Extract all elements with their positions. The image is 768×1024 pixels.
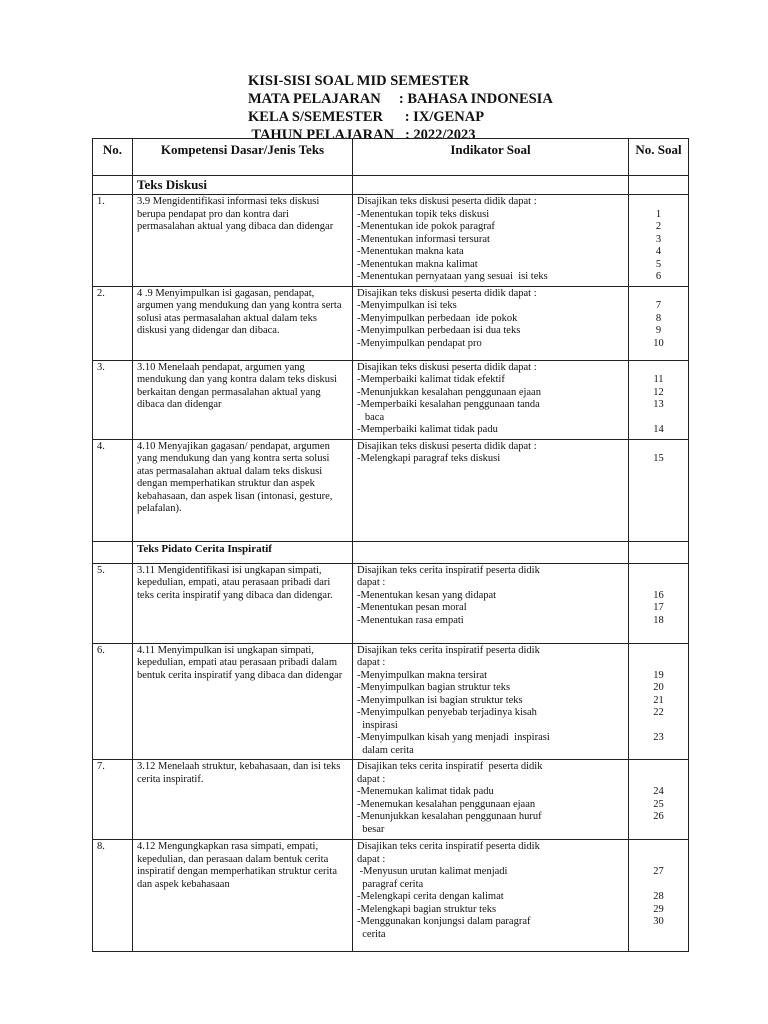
soal-number: [633, 879, 684, 892]
soal-number: [633, 441, 684, 454]
indikator-line: dapat :: [357, 577, 386, 588]
header-title: KISI-SISI SOAL MID SEMESTER: [248, 73, 470, 89]
soal-number: 15: [653, 453, 664, 464]
soal-number: 25: [653, 798, 664, 810]
row-kompetensi-dasar: 3.12 Menelaah struktur, kebahasaan, dan isi teks cerita inspiratif.: [133, 760, 353, 840]
soal-number: 8: [655, 312, 662, 324]
table-row: [93, 760, 689, 840]
indikator-line: dalam cerita: [357, 744, 414, 756]
row-no-soal: [629, 643, 689, 760]
indikator-line: Disajikan teks cerita inspiratif peserta didik: [357, 841, 540, 852]
soal-number: 28: [653, 891, 664, 902]
kisi-kisi-table: [92, 138, 689, 952]
soal-number: 3: [655, 233, 662, 245]
row-no-soal: [629, 360, 689, 439]
table-row: [93, 439, 689, 541]
soal-number: 13: [653, 399, 664, 410]
header-class-semester: KELA S/SEMESTER : IX/GENAP: [248, 109, 485, 125]
indikator-line: paragraf cerita: [357, 878, 424, 890]
soal-number: 30: [653, 916, 664, 927]
header-subject: MATA PELAJARAN : BAHASA INDONESIA: [248, 91, 553, 107]
soal-number: [633, 824, 684, 837]
soal-number: [633, 288, 684, 301]
section-teks-pidato: Teks Pidato Cerita Inspiratif: [133, 541, 353, 563]
indikator-line: baca: [357, 411, 385, 423]
table-row: [93, 195, 689, 287]
row-no-soal: [629, 840, 689, 952]
soal-number: 2: [655, 221, 662, 232]
table-body: [93, 176, 689, 952]
indikator-line: dapat :: [357, 773, 386, 785]
table-row: [93, 643, 689, 760]
indikator-line: Disajikan teks cerita inspiratif peserta didik: [357, 761, 543, 772]
indikator-line: -Menentukan informasi tersurat: [357, 233, 490, 245]
row-number: 7.: [93, 760, 133, 840]
row-number: 5.: [93, 563, 133, 643]
soal-number: 7: [655, 300, 662, 311]
indikator-line: -Melengkapi cerita dengan kalimat: [357, 891, 504, 902]
section-teks-diskusi-row: [93, 176, 689, 195]
soal-number: 10: [653, 337, 664, 349]
indikator-line: -Menentukan kesan yang didapat: [357, 589, 497, 601]
indikator-line: Disajikan teks diskusi peserta didik dapat :: [357, 440, 537, 452]
soal-number: [633, 774, 684, 787]
soal-number: 29: [653, 903, 664, 915]
section-indikator-cell: [353, 541, 629, 563]
row-no-soal: [629, 286, 689, 360]
indikator-line: -Menemukan kalimat tidak padu: [357, 786, 494, 797]
soal-number: [633, 929, 684, 942]
header-kompetensi-dasar: Kompetensi Dasar/Jenis Teks: [133, 139, 353, 176]
row-number: 8.: [93, 840, 133, 952]
row-kompetensi-dasar: 4.11 Menyimpulkan isi ungkapan simpati, kepedulian, empati atau perasaan pribadi dalam bentuk cerita inspiratif yang dibaca dan didengar: [133, 643, 353, 760]
row-no-soal: [629, 563, 689, 643]
row-kompetensi-dasar: 3.9 Mengidentifikasi informasi teks diskusi berupa pendapat pro dan kontra dari permasalahan aktual yang dibaca dan didengar: [133, 195, 353, 287]
soal-number: 1: [655, 208, 662, 220]
indikator-line: Disajikan teks diskusi peserta didik dapat :: [357, 196, 537, 207]
indikator-line: dapat :: [357, 657, 386, 668]
indikator-line: dapat :: [357, 853, 386, 865]
table-row: [93, 360, 689, 439]
indikator-line: -Menentukan pernyataan yang sesuai isi teks: [357, 271, 548, 282]
soal-number: 11: [653, 374, 664, 385]
soal-number: 27: [653, 866, 664, 877]
soal-number: [633, 720, 684, 733]
table-row: [93, 286, 689, 360]
soal-number: [633, 854, 684, 867]
header-indikator-soal: Indikator Soal: [353, 139, 629, 176]
row-number: 2.: [93, 286, 133, 360]
row-no-soal: [629, 439, 689, 541]
header-no: No.: [93, 139, 133, 176]
header-academic-year: TAHUN PELAJARAN : 2022/2023: [248, 127, 476, 143]
row-kompetensi-dasar: 3.10 Menelaah pendapat, argumen yang mendukung dan yang kontra dalam teks diskusi berkaitan dengan permasalahan aktual yang dibaca dan didengar: [133, 360, 353, 439]
indikator-line: -Menggunakan konjungsi dalam paragraf: [357, 916, 531, 927]
indikator-line: Disajikan teks diskusi peserta didik dapat :: [357, 287, 537, 299]
soal-number: [633, 745, 684, 758]
row-kompetensi-dasar: 4.12 Mengungkapkan rasa simpati, empati, kepedulian, dan perasaan dalam bentuk cerita inspiratif dengan memperhatikan struktur cerita dan aspek kebahasaan: [133, 840, 353, 952]
indikator-line: -Menyimpulkan makna tersirat: [357, 669, 488, 681]
section-soal-cell: [629, 541, 689, 563]
row-kompetensi-dasar: 4.10 Menyajikan gagasan/ pendapat, argumen yang mendukung dan yang kontra serta solusi atas permasalahan aktual dalam teks diskusi dengan memperhatikan struktur dan aspek kebahasaan, dan aspek lisan (intonasi, gesture, pelafalan).: [133, 439, 353, 541]
row-number: 6.: [93, 643, 133, 760]
header-no-soal: No. Soal: [629, 139, 689, 176]
row-number: 4.: [93, 439, 133, 541]
indikator-line: -Menyimpulkan penyebab terjadinya kisah: [357, 707, 537, 718]
section-no-cell: [93, 176, 133, 195]
indikator-line: Disajikan teks diskusi peserta didik dapat :: [357, 361, 537, 373]
soal-number: 17: [653, 602, 664, 613]
soal-number: 6: [655, 271, 662, 282]
indikator-line: -Menemukan kesalahan penggunaan ejaan: [357, 798, 536, 810]
row-indikator: [353, 563, 629, 643]
indikator-line: -Menyimpulkan isi bagian struktur teks: [357, 694, 523, 706]
indikator-line: -Menyusun urutan kalimat menjadi: [357, 866, 508, 877]
table-row: [93, 840, 689, 952]
indikator-line: -Menentukan topik teks diskusi: [357, 208, 490, 220]
soal-number: [633, 196, 684, 209]
soal-number: 5: [655, 258, 662, 270]
indikator-line: -Menentukan makna kata: [357, 246, 464, 257]
soal-number: 14: [653, 424, 664, 435]
soal-number: [633, 577, 684, 590]
indikator-line: -Menyimpulkan pendapat pro: [357, 337, 482, 349]
indikator-line: -Menentukan makna kalimat: [357, 258, 478, 270]
soal-number: 24: [653, 786, 664, 797]
indikator-line: besar: [357, 823, 385, 835]
row-number: 1.: [93, 195, 133, 287]
soal-number: [633, 841, 684, 854]
indikator-line: -Menentukan pesan moral: [357, 602, 467, 613]
indikator-line: -Menentukan rasa empati: [357, 614, 464, 626]
soal-number: 26: [653, 811, 664, 822]
soal-number: 20: [653, 682, 664, 693]
row-indikator: [353, 760, 629, 840]
soal-number: 12: [653, 386, 664, 398]
row-indikator: [353, 360, 629, 439]
soal-number: 22: [653, 707, 664, 718]
soal-number: [633, 565, 684, 578]
soal-number: 9: [655, 325, 662, 336]
indikator-line: -Memperbaiki kalimat tidak efektif: [357, 374, 505, 385]
section-indikator-cell: [353, 176, 629, 195]
row-no-soal: [629, 760, 689, 840]
row-indikator: [353, 840, 629, 952]
indikator-line: -Memperbaiki kalimat tidak padu: [357, 424, 498, 435]
soal-number: [633, 362, 684, 375]
indikator-line: -Menunjukkan kesalahan penggunaan huruf: [357, 811, 542, 822]
indikator-line: -Menyimpulkan kisah yang menjadi inspirasi: [357, 732, 550, 743]
soal-number: [633, 412, 684, 425]
row-number: 3.: [93, 360, 133, 439]
indikator-line: -Menyimpulkan perbedaan ide pokok: [357, 312, 518, 324]
section-teks-pidato-row: [93, 541, 689, 563]
soal-number: [633, 657, 684, 670]
row-indikator: [353, 195, 629, 287]
section-no-cell: [93, 541, 133, 563]
row-indikator: [353, 643, 629, 760]
row-kompetensi-dasar: 4 .9 Menyimpulkan isi gagasan, pendapat, argumen yang mendukung dan yang kontra serta solusi atas permasalahan aktual dalam teks diskusi yang didengar dan dibaca.: [133, 286, 353, 360]
section-soal-cell: [629, 176, 689, 195]
soal-number: 19: [653, 669, 664, 681]
table-row: [93, 563, 689, 643]
row-kompetensi-dasar: 3.11 Mengidentifikasi isi ungkapan simpati, kepedulian, empati, atau perasaan pribadi dari teks cerita inspiratif yang dibaca dan didengar.: [133, 563, 353, 643]
soal-number: [633, 645, 684, 658]
indikator-line: -Menyimpulkan perbedaan isi dua teks: [357, 325, 521, 336]
indikator-line: Disajikan teks cerita inspiratif peserta didik: [357, 644, 540, 656]
table-header-row: [93, 139, 689, 176]
indikator-line: -Menyimpulkan isi teks: [357, 300, 457, 311]
indikator-line: -Melengkapi bagian struktur teks: [357, 903, 497, 915]
soal-number: 16: [653, 589, 664, 601]
soal-number: 23: [653, 732, 664, 743]
row-indikator: [353, 286, 629, 360]
row-no-soal: [629, 195, 689, 287]
row-indikator: [353, 439, 629, 541]
indikator-line: -Menentukan ide pokok paragraf: [357, 221, 495, 232]
soal-number: 21: [653, 694, 664, 706]
indikator-line: -Menyimpulkan bagian struktur teks: [357, 682, 511, 693]
soal-number: 4: [655, 246, 662, 257]
section-teks-diskusi: Teks Diskusi: [133, 176, 353, 195]
indikator-line: Disajikan teks cerita inspiratif peserta didik: [357, 564, 540, 576]
soal-number: [633, 761, 684, 774]
soal-number: 18: [653, 614, 664, 626]
indikator-line: -Melengkapi paragraf teks diskusi: [357, 453, 501, 464]
document-header: [248, 72, 553, 144]
indikator-line: inspirasi: [357, 719, 398, 731]
indikator-line: -Menunjukkan kesalahan penggunaan ejaan: [357, 386, 541, 398]
indikator-line: -Memperbaiki kesalahan penggunaan tanda: [357, 399, 540, 410]
indikator-line: cerita: [357, 928, 386, 940]
